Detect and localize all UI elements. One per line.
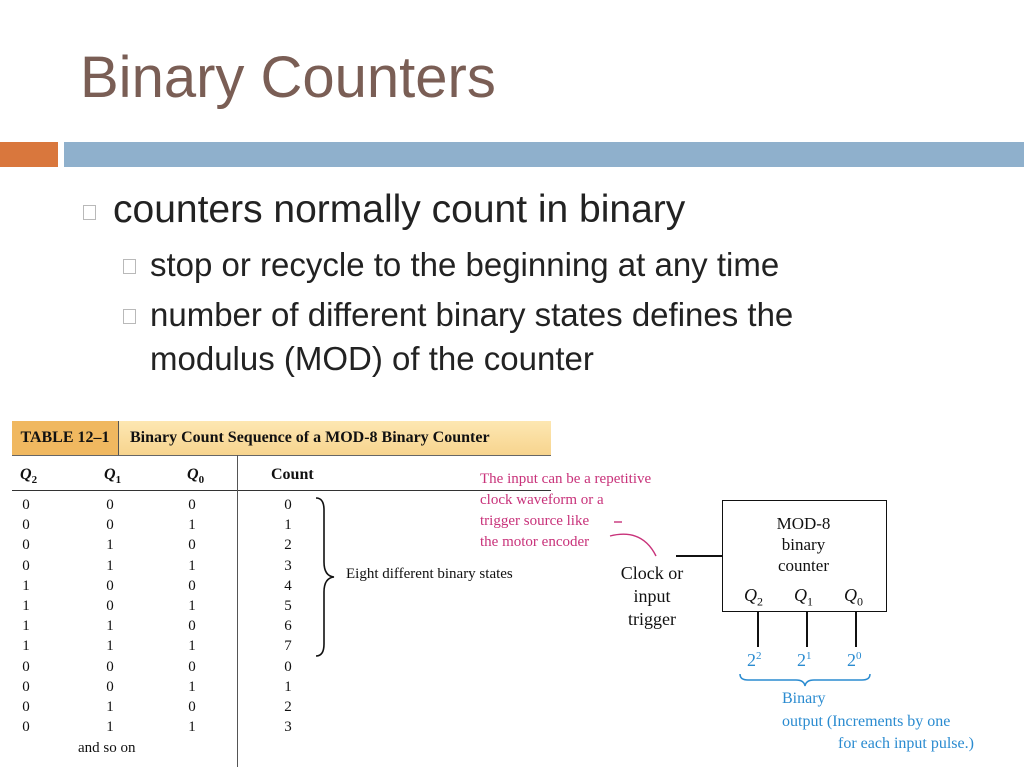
table-cell: 0 [188, 618, 196, 635]
table-cell: 0 [106, 678, 114, 695]
table-cell: 1 [188, 557, 196, 574]
bullet-level2: stop or recycle to the beginning at any time [150, 246, 780, 283]
table-cell: 0 [22, 658, 30, 675]
output-q2-label: $Q_2$ [744, 585, 763, 609]
table-cell: 6 [284, 618, 292, 635]
table-cell: 5 [284, 598, 292, 614]
table-cell: 4 [284, 577, 292, 594]
weight-2-1: $2^1$ [797, 650, 812, 670]
table-cell: 1 [188, 638, 196, 655]
table-cell: 1 [188, 678, 196, 695]
input-wire [676, 555, 722, 557]
bullet-icon [123, 259, 136, 274]
table-cell: 1 [22, 598, 30, 614]
table-cell: 2 [284, 699, 292, 715]
table-header-rule [12, 490, 551, 491]
table-cell: 1 [284, 517, 292, 534]
output-wire-q1 [806, 611, 808, 647]
table-cell: 3 [284, 719, 292, 736]
table-cell: 0 [188, 658, 196, 675]
table-cell: 0 [106, 497, 114, 513]
table-cell: 1 [106, 638, 114, 655]
table-cell: 0 [22, 497, 30, 513]
input-note: The input can be a repetitive clock waveform or a trigger source like the motor encoder [480, 471, 652, 550]
accent-bar-blue [64, 142, 1024, 167]
weight-2-0: $2^0$ [847, 650, 862, 670]
table-cell: 0 [106, 577, 114, 594]
table-cell: 1 [188, 517, 196, 534]
output-q1-label: $Q_1$ [794, 585, 813, 609]
table-cell: 0 [22, 517, 30, 534]
bullet-icon [123, 309, 136, 324]
bullet-level2: number of different binary states defines the [150, 296, 794, 333]
table-cell: 1 [22, 638, 30, 655]
table-cell: 1 [106, 557, 114, 574]
table-cell: 1 [106, 719, 114, 736]
table-cell: 0 [22, 537, 30, 554]
column-header-q0: $Q_0$ [187, 466, 205, 487]
weight-2-2: $2^2$ [747, 650, 762, 670]
output-wire-q0 [855, 611, 857, 647]
brace-label: Eight different binary states [346, 566, 513, 582]
table-cell: 0 [22, 557, 30, 574]
table-cell: 0 [188, 699, 196, 715]
brace-icon [312, 496, 338, 658]
table-cell: 1 [22, 618, 30, 635]
clock-input-label: Clock or input trigger [620, 563, 684, 629]
table-footer: and so on [78, 740, 136, 756]
table-cell: 0 [106, 517, 114, 534]
bullet-level1: counters normally count in binary [113, 188, 686, 231]
table-cell: 0 [188, 577, 196, 594]
bullet-level2-continued: modulus (MOD) of the counter [150, 340, 594, 377]
column-header-q1: $Q_1$ [104, 466, 122, 487]
table-cell: 1 [106, 618, 114, 635]
table-cell: 0 [188, 537, 196, 554]
table-cell: 0 [284, 497, 292, 513]
table-cell: 1 [106, 699, 114, 715]
table-cell: 1 [284, 678, 292, 695]
table-title: Binary Count Sequence of a MOD-8 Binary Counter [130, 429, 490, 446]
table-number: TABLE 12–1 [12, 421, 119, 455]
column-header-count: Count [271, 466, 314, 483]
table-cell: 1 [188, 719, 196, 736]
table-cell: 1 [188, 598, 196, 614]
table-cell: 1 [106, 537, 114, 554]
table-cell: 7 [284, 638, 292, 655]
output-caption-2: output (Increments by one [782, 713, 951, 730]
table-cell: 0 [284, 658, 292, 675]
table-cell: 3 [284, 557, 292, 574]
table-cell: 0 [22, 719, 30, 736]
output-caption-3: for each input pulse.) [838, 735, 974, 752]
accent-bar-orange [0, 142, 58, 167]
counter-box-label: MOD-8 binary counter [776, 514, 831, 575]
bullet-icon [83, 205, 96, 220]
slide-title: Binary Counters [80, 45, 496, 110]
table-cell: 0 [22, 678, 30, 695]
table-cell: 0 [22, 699, 30, 715]
table-cell: 0 [106, 658, 114, 675]
table-column-divider [237, 455, 238, 767]
table-cell: 1 [22, 577, 30, 594]
output-brace-icon [738, 672, 872, 688]
table-cell: 0 [106, 598, 114, 614]
table-cell: 0 [188, 497, 196, 513]
pointer-lines [600, 510, 670, 560]
column-header-q2: $Q_2$ [20, 466, 38, 487]
output-wire-q2 [757, 611, 759, 647]
output-caption-1: Binary [782, 690, 826, 707]
table-cell: 2 [284, 537, 292, 554]
output-q0-label: $Q_0$ [844, 585, 863, 609]
